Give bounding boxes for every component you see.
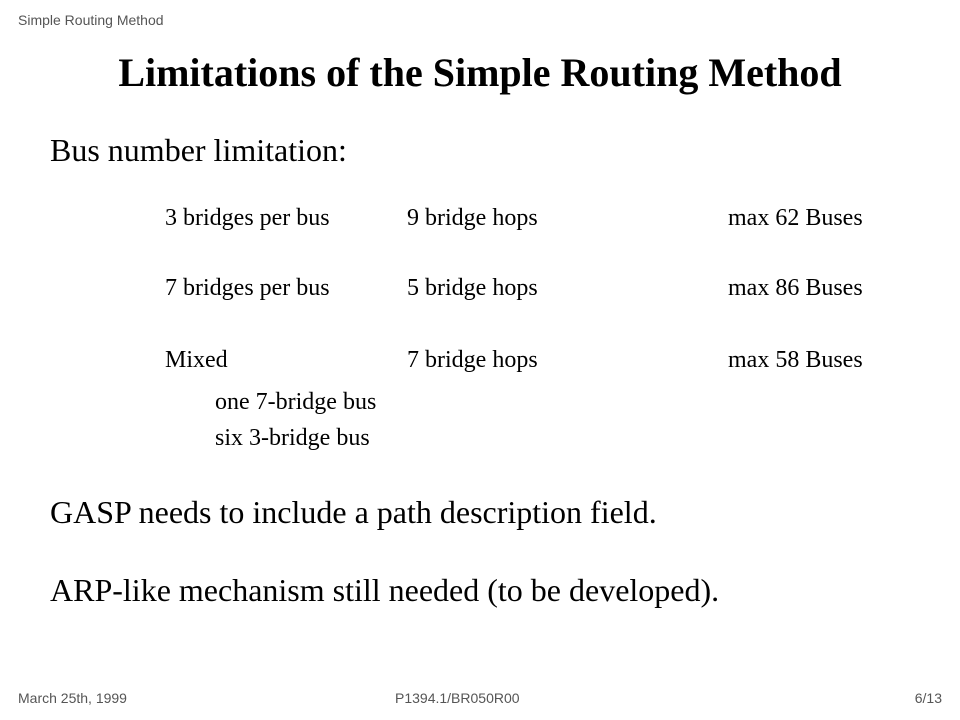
table-row <box>0 344 960 376</box>
gasp-point: GASP needs to include a path description field. <box>50 494 657 530</box>
bridge-hops-cell: 9 bridge hops <box>407 205 538 231</box>
slide-header-label: Simple Routing Method <box>18 12 164 28</box>
mixed-detail-line: six 3-bridge bus <box>215 425 370 451</box>
bridge-config-cell: Mixed <box>165 347 228 373</box>
bridge-config-cell: 7 bridges per bus <box>165 275 330 301</box>
max-buses-cell: max 58 Buses <box>728 347 863 373</box>
max-buses-cell: max 62 Buses <box>728 205 863 231</box>
mixed-detail-line: one 7-bridge bus <box>215 389 377 415</box>
footer-page-number: 6/13 <box>914 690 942 706</box>
slide-title: Limitations of the Simple Routing Method <box>118 50 842 95</box>
arp-point: ARP-like mechanism still needed (to be developed). <box>50 572 720 608</box>
bridge-hops-cell: 5 bridge hops <box>407 275 538 301</box>
bus-limitation-heading: Bus number limitation: <box>50 132 347 168</box>
table-row <box>0 272 960 304</box>
bridge-hops-cell: 7 bridge hops <box>407 347 538 373</box>
bridge-config-cell: 3 bridges per bus <box>165 205 330 231</box>
table-row <box>0 202 960 234</box>
footer-date: March 25th, 1999 <box>18 690 127 706</box>
max-buses-cell: max 86 Buses <box>728 275 863 301</box>
footer-doc-id: P1394.1/BR050R00 <box>395 690 520 706</box>
